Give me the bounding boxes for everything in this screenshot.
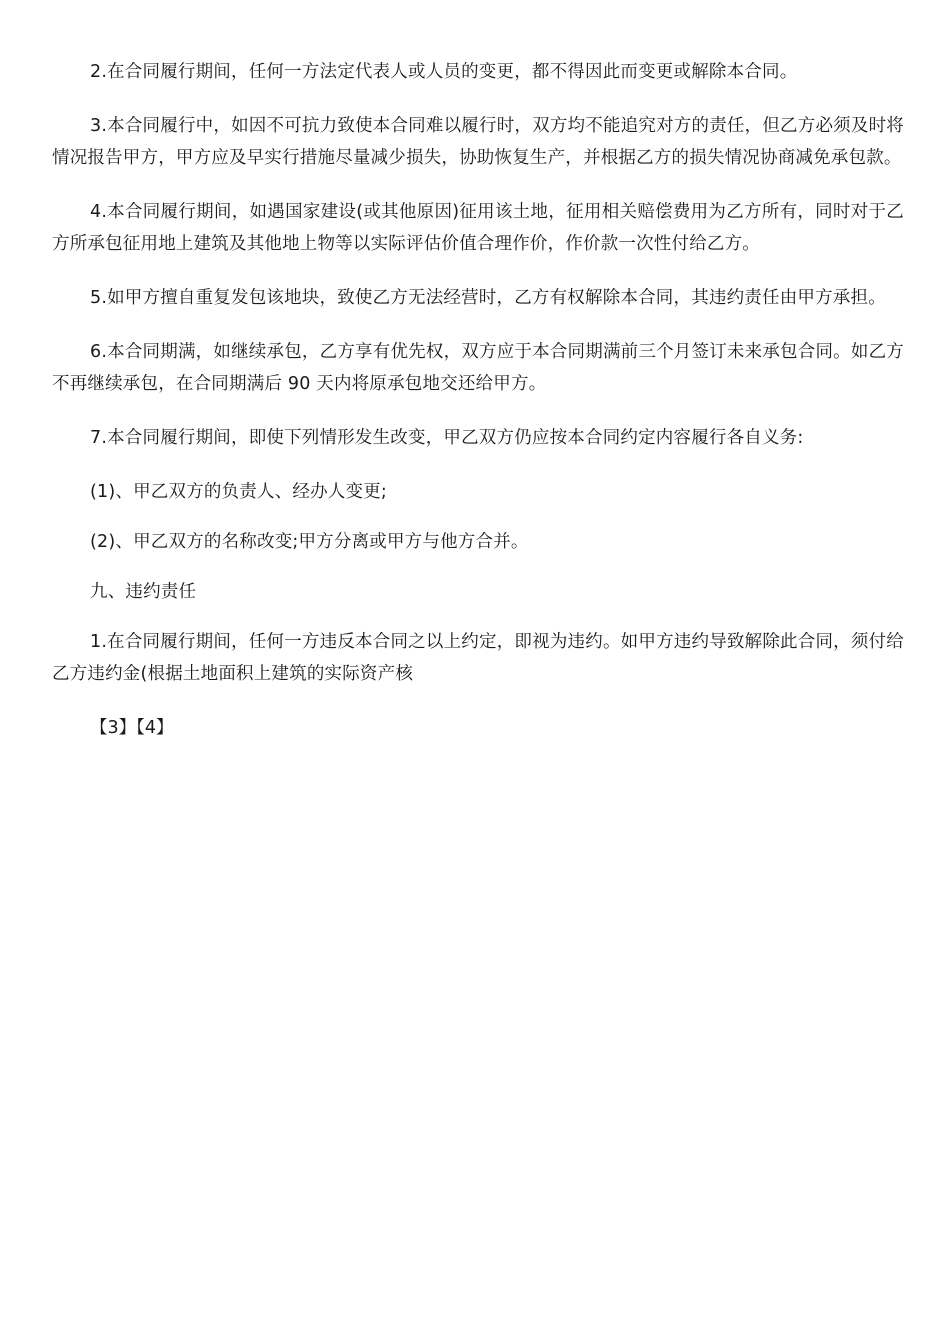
document-page [52, 56, 904, 744]
clause-7: 7.本合同履行期间，即使下列情形发生改变，甲乙双方仍应按本合同约定内容履行各自义务: [90, 428, 804, 448]
clause-3: 3.本合同履行中，如因不可抗力致使本合同难以履行时，双方均不能追究对方的责任，但乙方必须及时将情况报告甲方，甲方应及早实行措施尽量减少损失，协助恢复生产，并根据乙方的损失情况协商减免承包款。 [52, 116, 904, 168]
clause-5: 5.如甲方擅自重复发包该地块，致使乙方无法经营时，乙方有权解除本合同，其违约责任由甲方承担。 [90, 288, 886, 308]
clause-2: 2.在合同履行期间，任何一方法定代表人或人员的变更，都不得因此而变更或解除本合同。 [90, 62, 798, 82]
section-heading-breach: 九、违约责任 [90, 582, 197, 602]
pagination-links[interactable]: 【3】【4】 [90, 718, 174, 738]
breach-clause-1: 1.在合同履行期间，任何一方违反本合同之以上约定，即视为违约。如甲方违约导致解除此合同，须付给乙方违约金(根据土地面积上建筑的实际资产核 [52, 632, 904, 684]
clause-7-item-1: (1)、甲乙双方的负责人、经办人变更; [90, 482, 387, 502]
clause-7-item-2: (2)、甲乙双方的名称改变;甲方分离或甲方与他方合并。 [90, 532, 529, 552]
clause-4: 4.本合同履行期间，如遇国家建设(或其他原因)征用该土地，征用相关赔偿费用为乙方所有，同时对于乙方所承包征用地上建筑及其他地上物等以实际评估价值合理作价，作价款一次性付给乙方。 [52, 202, 904, 254]
clause-6: 6.本合同期满，如继续承包，乙方享有优先权，双方应于本合同期满前三个月签订未来承包合同。如乙方不再继续承包，在合同期满后 90 天内将原承包地交还给甲方。 [52, 342, 904, 394]
